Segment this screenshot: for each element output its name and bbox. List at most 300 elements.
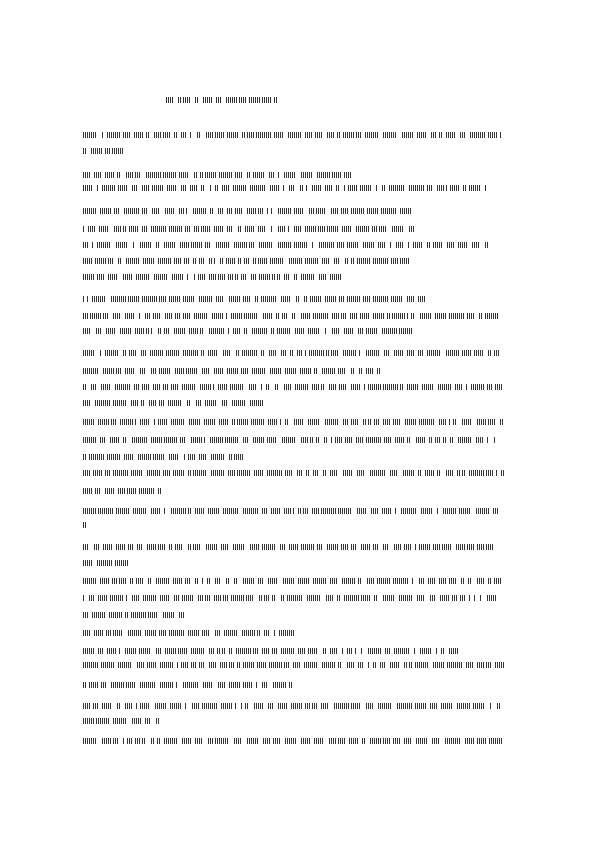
text-word-mark (194, 313, 208, 319)
text-word-mark (242, 132, 245, 138)
text-word-mark (357, 258, 370, 264)
text-word-mark (280, 419, 282, 425)
text-word-mark (470, 132, 485, 138)
text-word-mark (289, 185, 295, 191)
text-word-mark (180, 242, 189, 248)
text-word-mark (195, 508, 205, 514)
text-word-mark (370, 470, 385, 476)
text-word-mark (338, 738, 346, 744)
text-word-mark (264, 630, 269, 636)
text-word-mark (273, 682, 287, 688)
text-word-mark (443, 437, 446, 443)
text-word-mark (153, 384, 161, 390)
text-word-mark (289, 258, 303, 264)
text-word-mark (227, 226, 233, 232)
text-word-mark (116, 242, 128, 248)
text-word-mark (308, 328, 320, 334)
text-word-mark (321, 508, 336, 514)
text-word-mark (490, 703, 492, 709)
text-word-mark (351, 384, 361, 390)
text-word-mark (148, 612, 158, 618)
text-word-mark (493, 508, 499, 514)
text-word-mark (473, 703, 485, 709)
text-word-mark (332, 172, 341, 178)
text-word-mark (366, 368, 374, 374)
text-word-mark (232, 400, 246, 406)
text-word-mark (192, 703, 200, 709)
text-word-mark (208, 350, 218, 356)
text-word-mark (141, 400, 144, 406)
text-word-mark (257, 630, 261, 636)
text-word-mark (331, 437, 333, 443)
text-word-mark (202, 630, 210, 636)
text-word-mark (271, 226, 273, 232)
text-word-mark (180, 437, 186, 443)
text-word-mark (226, 313, 228, 319)
text-word-mark (165, 648, 176, 654)
text-word-mark (310, 437, 314, 443)
text-word-mark (344, 172, 351, 178)
text-word-mark (379, 226, 387, 232)
text-word-mark (304, 662, 317, 668)
text-word-mark (458, 242, 468, 248)
text-word-mark (378, 242, 385, 248)
text-word-mark (401, 508, 416, 514)
text-word-mark (183, 682, 198, 688)
text-word-mark (368, 419, 372, 425)
text-word-mark (264, 595, 270, 601)
text-word-mark (123, 350, 127, 356)
text-word-mark (360, 313, 369, 319)
text-word-mark (262, 682, 268, 688)
text-word-mark (102, 185, 116, 191)
text-word-mark (305, 258, 318, 264)
text-word-mark (349, 738, 358, 744)
text-word-mark (126, 682, 135, 688)
text-word-mark (193, 470, 207, 476)
text-word-mark (277, 274, 280, 280)
text-word-mark (263, 313, 272, 319)
text-word-mark (255, 296, 258, 302)
text-word-mark (83, 208, 96, 214)
text-word-mark (100, 350, 102, 356)
text-word-mark (373, 662, 376, 668)
text-word-mark (145, 630, 156, 636)
text-word-mark (217, 648, 220, 654)
text-word-mark (500, 132, 502, 138)
text-word-mark (284, 508, 291, 514)
text-word-mark (445, 738, 460, 744)
text-line (83, 226, 423, 232)
text-word-mark (442, 544, 452, 550)
text-word-mark (325, 419, 338, 425)
text-word-mark (251, 274, 257, 280)
text-word-mark (111, 296, 126, 302)
text-word-mark (468, 578, 472, 584)
text-word-mark (399, 595, 413, 601)
text-word-mark (402, 132, 413, 138)
text-word-mark (185, 578, 190, 584)
text-word-mark (443, 508, 456, 514)
text-word-mark (83, 368, 98, 374)
text-word-mark (486, 662, 491, 668)
text-word-mark (151, 328, 153, 334)
text-word-mark (132, 718, 142, 724)
text-word-mark (289, 544, 298, 550)
text-word-mark (120, 328, 132, 334)
text-word-mark (169, 296, 181, 302)
text-word-mark (185, 226, 191, 232)
text-word-mark (441, 703, 452, 709)
text-word-mark (465, 738, 475, 744)
text-word-mark (330, 648, 338, 654)
text-word-mark (123, 738, 125, 744)
text-word-mark (249, 242, 254, 248)
text-word-mark (274, 132, 284, 138)
text-word-mark (449, 578, 456, 584)
text-word-mark (477, 544, 484, 550)
text-word-mark (245, 226, 254, 232)
text-word-mark (486, 470, 494, 476)
text-word-mark (83, 454, 86, 460)
text-word-mark (312, 384, 319, 390)
text-word-mark (241, 703, 243, 709)
text-word-mark (181, 185, 187, 191)
text-line (83, 208, 426, 214)
text-word-mark (200, 172, 203, 178)
text-word-mark (371, 508, 379, 514)
text-line (83, 648, 467, 654)
text-word-mark (314, 368, 318, 374)
text-word-mark (301, 274, 314, 280)
text-word-mark (486, 544, 493, 550)
text-word-mark (215, 185, 218, 191)
text-word-mark (253, 258, 256, 264)
text-word-mark (467, 544, 475, 550)
text-word-mark (140, 242, 151, 248)
text-word-mark (278, 703, 287, 709)
text-word-mark (91, 384, 97, 390)
text-word-mark (455, 384, 462, 390)
text-word-mark (179, 172, 189, 178)
text-word-mark (226, 258, 236, 264)
text-word-mark (270, 185, 280, 191)
text-word-mark (476, 508, 490, 514)
text-word-mark (83, 400, 91, 406)
text-line (83, 662, 507, 668)
text-word-mark (83, 242, 89, 248)
text-word-mark (266, 384, 270, 390)
text-word-mark (275, 384, 279, 390)
text-word-mark (312, 185, 321, 191)
text-word-mark (123, 274, 133, 280)
text-word-mark (92, 296, 106, 302)
text-word-mark (317, 544, 323, 550)
text-word-mark (152, 208, 160, 214)
text-word-mark (210, 185, 212, 191)
text-word-mark (113, 313, 120, 319)
text-word-mark (378, 703, 392, 709)
text-word-mark (227, 208, 233, 214)
text-word-mark (439, 419, 447, 425)
text-word-mark (199, 296, 213, 302)
text-word-mark (310, 296, 321, 302)
text-word-mark (416, 437, 425, 443)
text-line (83, 419, 507, 425)
text-word-mark (101, 662, 115, 668)
text-word-mark (367, 578, 375, 584)
text-word-mark (339, 384, 347, 390)
text-word-mark (381, 208, 396, 214)
text-word-mark (95, 258, 106, 264)
text-word-mark (459, 508, 471, 514)
text-word-mark (83, 578, 96, 584)
text-line (83, 172, 358, 178)
text-word-mark (184, 258, 189, 264)
text-word-mark (356, 437, 363, 443)
text-word-mark (118, 258, 122, 264)
text-word-mark (151, 226, 166, 232)
text-word-mark (164, 242, 175, 248)
text-word-mark (356, 132, 361, 138)
text-line (83, 454, 249, 460)
text-word-mark (253, 172, 264, 178)
text-word-mark (214, 595, 221, 601)
text-word-mark (156, 648, 161, 654)
text-word-mark (268, 419, 278, 425)
text-word-mark (228, 470, 235, 476)
text-word-mark (183, 313, 191, 319)
text-word-mark (83, 313, 88, 319)
text-word-mark (112, 578, 117, 584)
text-word-mark (136, 274, 149, 280)
text-word-mark (97, 185, 99, 191)
text-word-mark (193, 544, 201, 550)
text-word-mark (409, 662, 412, 668)
text-word-mark (219, 172, 233, 178)
text-word-mark (159, 400, 164, 406)
text-word-mark (420, 648, 431, 654)
text-word-mark (439, 578, 447, 584)
text-word-mark (268, 703, 274, 709)
text-word-mark (361, 544, 371, 550)
text-word-mark (362, 738, 366, 744)
text-word-mark (222, 400, 228, 406)
text-word-mark (208, 738, 213, 744)
text-word-mark (301, 172, 313, 178)
text-word-mark (175, 368, 184, 374)
text-word-mark (366, 350, 379, 356)
text-word-mark (123, 437, 127, 443)
text-word-mark (376, 185, 378, 191)
text-word-mark (83, 185, 93, 191)
text-word-mark (151, 738, 154, 744)
text-word-mark (345, 258, 349, 264)
text-word-mark (252, 328, 267, 334)
text-word-mark (103, 544, 113, 550)
text-word-mark (298, 578, 310, 584)
text-word-mark (382, 328, 397, 334)
text-word-mark (384, 437, 392, 443)
text-word-mark (142, 296, 157, 302)
text-word-mark (132, 595, 140, 601)
text-word-mark (196, 400, 201, 406)
text-word-mark (98, 508, 113, 514)
text-word-mark (279, 630, 294, 636)
text-word-mark (229, 662, 235, 668)
text-word-mark (174, 595, 180, 601)
text-word-mark (471, 384, 484, 390)
text-word-mark (312, 703, 317, 709)
text-word-mark (83, 419, 94, 425)
text-word-mark (467, 313, 475, 319)
text-word-mark (128, 544, 134, 550)
text-word-mark (415, 544, 417, 550)
text-word-mark (363, 296, 370, 302)
text-word-mark (229, 296, 240, 302)
text-line (83, 718, 166, 724)
text-line (83, 630, 301, 636)
text-word-mark (415, 703, 427, 709)
text-word-mark (92, 612, 106, 618)
text-line (83, 296, 431, 302)
text-word-mark (347, 242, 358, 248)
text-word-mark (178, 648, 187, 654)
text-word-mark (254, 703, 264, 709)
text-word-mark (123, 226, 126, 232)
text-word-mark (231, 595, 244, 601)
text-word-mark (469, 470, 484, 476)
text-word-mark (111, 682, 124, 688)
text-word-mark (267, 470, 282, 476)
text-word-mark (390, 662, 399, 668)
text-word-mark (227, 368, 239, 374)
text-word-mark (308, 419, 320, 425)
text-word-mark (345, 437, 353, 443)
text-word-mark (120, 419, 133, 425)
text-word-mark (148, 578, 151, 584)
text-word-mark (218, 384, 228, 390)
text-word-mark (418, 470, 422, 476)
text-word-mark (344, 185, 346, 191)
text-word-mark (215, 578, 221, 584)
text-word-mark (235, 703, 237, 709)
text-word-mark (256, 132, 271, 138)
text-word-mark (433, 242, 443, 248)
text-word-mark (210, 208, 214, 214)
text-word-mark (115, 560, 129, 566)
text-word-mark (131, 470, 143, 476)
text-word-mark (253, 437, 265, 443)
text-word-mark (419, 544, 430, 550)
text-word-mark (152, 185, 164, 191)
text-word-mark (351, 208, 364, 214)
text-word-mark (485, 185, 487, 191)
text-word-mark (259, 274, 270, 280)
text-word-mark (163, 172, 177, 178)
text-word-mark (285, 368, 297, 374)
text-word-mark (395, 508, 397, 514)
text-word-mark (141, 350, 146, 356)
text-word-mark (223, 595, 229, 601)
text-word-mark (142, 185, 149, 191)
text-word-mark (191, 437, 202, 443)
text-word-mark (101, 384, 111, 390)
text-word-mark (135, 328, 144, 334)
text-word-mark (130, 578, 133, 584)
text-word-mark (343, 419, 349, 425)
text-word-mark (135, 419, 137, 425)
text-word-mark (102, 703, 112, 709)
text-word-mark (337, 242, 345, 248)
text-word-mark (100, 208, 112, 214)
text-word-mark (384, 350, 389, 356)
text-word-mark (488, 350, 491, 356)
text-word-mark (365, 132, 378, 138)
text-word-mark (309, 350, 324, 356)
text-word-mark (409, 185, 424, 191)
text-word-mark (133, 508, 146, 514)
text-word-mark (430, 595, 436, 601)
text-word-mark (191, 648, 204, 654)
text-word-mark (342, 648, 344, 654)
text-word-mark (288, 132, 302, 138)
text-word-mark (301, 738, 310, 744)
text-word-mark (357, 508, 367, 514)
text-word-mark (297, 350, 303, 356)
text-word-mark (351, 258, 354, 264)
text-word-mark (403, 470, 414, 476)
text-word-mark (389, 185, 404, 191)
text-word-mark (344, 595, 359, 601)
text-word-mark (205, 400, 217, 406)
text-word-mark (301, 437, 308, 443)
text-word-mark (83, 703, 91, 709)
text-word-mark (223, 508, 238, 514)
text-word-mark (343, 132, 354, 138)
text-word-mark (100, 437, 106, 443)
text-word-mark (198, 595, 203, 601)
text-word-mark (305, 132, 312, 138)
text-word-mark (312, 508, 319, 514)
text-word-mark (236, 350, 240, 356)
text-word-mark (202, 703, 217, 709)
text-word-mark (177, 662, 179, 668)
text-word-mark (452, 595, 458, 601)
text-word-mark (399, 328, 412, 334)
text-word-mark (400, 258, 410, 264)
text-word-mark (183, 350, 198, 356)
text-word-mark (278, 242, 291, 248)
text-word-mark (274, 630, 276, 636)
text-word-mark (228, 274, 233, 280)
text-word-mark (305, 703, 310, 709)
text-word-mark (135, 738, 140, 744)
text-word-mark (112, 148, 124, 154)
text-word-mark (93, 470, 103, 476)
text-word-mark (83, 437, 97, 443)
text-word-mark (94, 630, 104, 636)
text-word-mark (298, 648, 305, 654)
text-word-mark (83, 738, 97, 744)
text-word-mark (358, 328, 363, 334)
text-word-mark (472, 242, 480, 248)
text-word-mark (446, 132, 456, 138)
text-word-mark (290, 350, 293, 356)
text-word-mark (191, 242, 202, 248)
text-word-mark (294, 419, 304, 425)
text-word-mark (419, 578, 425, 584)
